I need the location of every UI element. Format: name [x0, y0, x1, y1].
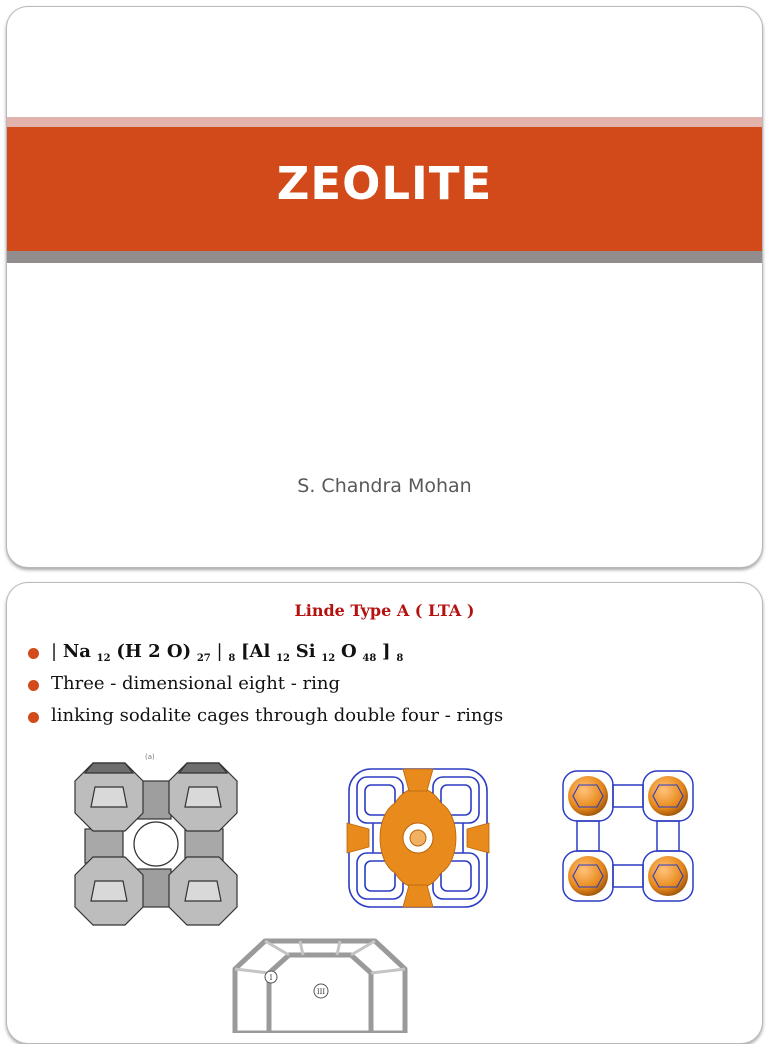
alpha-cage-figure [225, 933, 415, 1033]
lta-sodalite-cages-figure [557, 765, 699, 907]
chemical-formula: | Na $_{12}$ (H 2 O) $_{27}$ | $_8$ [Al $_{12}$ Si $_{12}$ O $_{48}$ ] $_8$ [51, 641, 404, 664]
author-name: S. Chandra Mohan [297, 475, 472, 497]
svg-text:III: III [316, 988, 326, 996]
bullet-list [25, 639, 503, 735]
accent-band-light [7, 117, 762, 127]
bullet-dot-icon [28, 680, 39, 691]
bullet-dot-icon [28, 712, 39, 723]
bullet-formula [25, 639, 503, 671]
bullet-item [25, 703, 503, 735]
slide-title: ZEOLITE [276, 157, 493, 210]
lta-channel-figure [343, 763, 493, 913]
bullet-item [25, 671, 503, 703]
accent-band-grey [7, 251, 762, 263]
slide-heading: Linde Type A ( LTA ) [294, 601, 475, 620]
svg-text:(a): (a) [145, 753, 155, 761]
bullet-text: linking sodalite cages through double four - rings [51, 705, 504, 726]
bullet-dot-icon [28, 648, 39, 659]
title-slide [6, 6, 763, 568]
lta-slide [6, 582, 763, 1044]
lta-polyhedra-figure [67, 751, 247, 936]
svg-text:I: I [269, 974, 273, 982]
bullet-text: Three - dimensional eight - ring [51, 673, 341, 694]
